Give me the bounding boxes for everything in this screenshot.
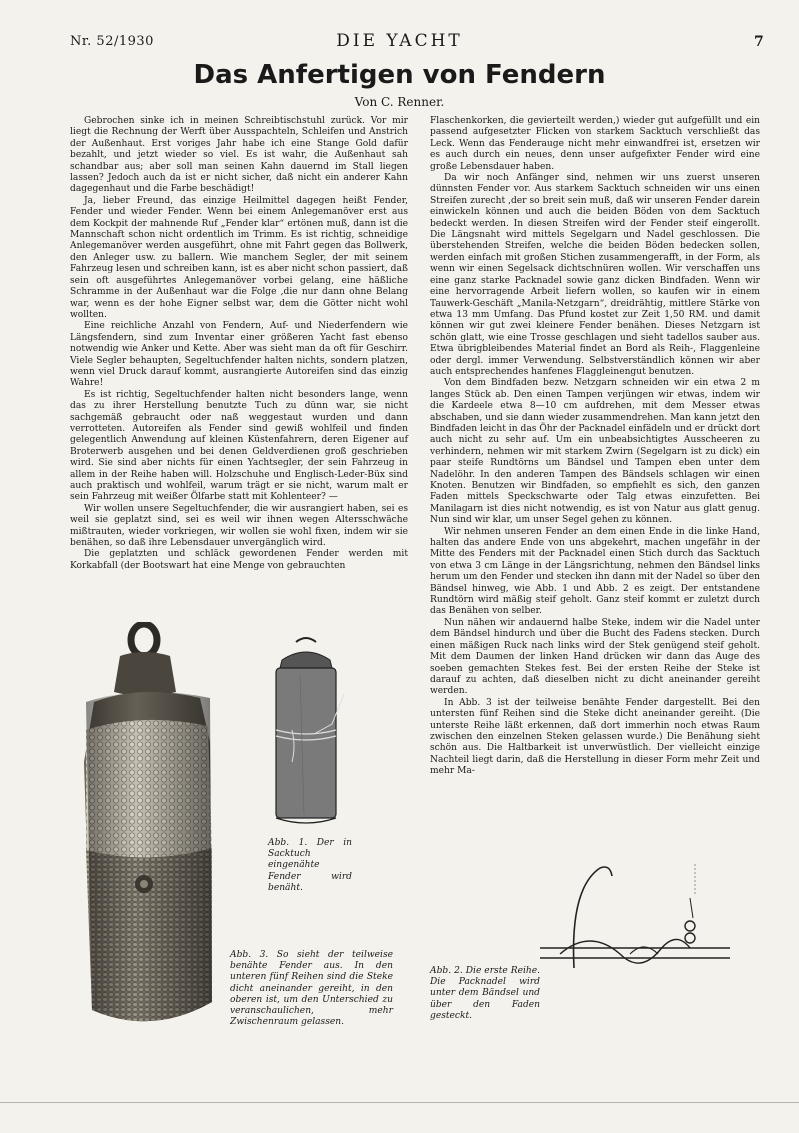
article-title: Das Anfertigen von Fendern <box>193 60 606 90</box>
right-column <box>430 116 760 778</box>
paragraph: Ja, lieber Freund, das einzige Heilmittel dagegen heißt Fender, Fender und wieder Fender. Wenn bei einem Anlegemanöver erst aus dem Kockpit der mahnende Ruf „Fender klar“ ertönen muß, dann ist die Mannschaft schon nicht ordentlich im Trimm. Es ist richtig, schneidige Anlegemanöver werden ausgeführt, ohne mit Fahrt gegen das Bollwerk, den Anleger usw. zu ballern. Wie manchem Segler, der mit seinem Fahrzeug lesen und schreiben kann, ist es aber nicht schon passiert, daß sein oft ausgeführtes Anlegemanöver vorbei gelang, eine häßliche Schramme in der Außenhaut war die Folge ,die nur dann ohne Belang war, wenn es der hohe Eigner selbst war, dem die Götter nicht wohl wollten. <box>70 195 408 320</box>
article-author: Von C. Renner. <box>354 95 445 109</box>
figure-2-caption: Abb. 2. Die erste Reihe. Die Packnadel wird unter dem Bändsel und über den Faden gesteckt. <box>430 966 540 1021</box>
fender-sketch-figure <box>262 634 350 830</box>
issue-number: Nr. 52/1930 <box>70 34 154 49</box>
figure-1-caption: Abb. 1. Der in Sacktuch eingenähte Fender wird benäht. <box>268 838 352 893</box>
paragraph: Wir nehmen unseren Fender an dem einen Ende in die linke Hand, halten das andere Ende von uns abgekehrt, machen ungefähr in der Mitte des Fenders mit der Packnadel einen Stich durch das Sacktuch von etwa 3 cm Länge in der Längsrichtung, nehmen den Bändsel links herum um den Fender und stecken ihn dann mit der Nadel so über den Bändsel hinweg, wie Abb. 1 und Abb. 2 es zeigt. Der entstandene Rundtörn wird mäßig steif geholt. Ganz steif kommt er zuletzt durch das Benähen von selber. <box>430 526 760 617</box>
stitch-sketch-figure <box>530 858 735 978</box>
left-column <box>70 116 408 572</box>
paragraph: Von dem Bindfaden bezw. Netzgarn schneiden wir ein etwa 2 m langes Stück ab. Den einen Tampen verjüngen wir etwas, indem wir die Kardeele etwa 8—10 cm aufdrehen, mit dem Messer etwas abschaben, und sie dann wieder zusammendrehen. Man kann jetzt den Bindfaden leicht in das Öhr der Packnadel einfädeln und er drückt dort auch nicht zu sehr auf. Um ein unbeabsichtigtes Ausscheeren zu verhindern, nehmen wir mit starkem Zwirn (Segelgarn ist zu dick) ein paar steife Rundtörns um Bändsel und Tampen eben unter dem Nadelöhr. In den anderen Tampen des Bändsels schlagen wir einen Knoten. Benutzen wir Bindfaden, so empfiehlt es sich, den ganzen Faden mittels Speckschwarte oder Talg etwas einzufetten. Bei Manilagarn ist dies nicht notwendig, es ist von Natur aus glatt genug. Nun sind wir klar, um unser Segel gehen zu können. <box>430 378 760 526</box>
paragraph: Nun nähen wir andauernd halbe Steke, indem wir die Nadel unter dem Bändsel hindurch und über die Bucht des Fadens stecken. Durch einen mäßigen Ruck nach links wird der Stek genügend steif geholt. Mit dem Daumen der linken Hand drücken wir dann das Auge des soeben gemachten Stekes fest. Bei der ersten Reihe der Steke ist darauf zu achten, daß dieselben nicht zu dicht aneinander gereiht werden. <box>430 617 760 697</box>
paragraph: Da wir noch Anfänger sind, nehmen wir uns zuerst unseren dünnsten Fender vor. Aus starkem Sacktuch schneiden wir uns einen Streifen zurecht ,der so breit sein muß, daß wir unseren Fender darein einwickeln können und auch die beiden Böden von dem Sacktuch bedeckt werden. In diesen Streifen wird der Fender steif eingerollt. Die Längsnaht wird mittels Segelgarn und Nadel geschlossen. Die überstehenden Streifen, welche die beiden Böden bedecken sollen, werden einfach mit großen Stichen zusammengerafft, in der Form, als wenn wir einen Segelsack dichtschnüren wollen. Wir verschaffen uns eine ganz starke Packnadel sowie ganz dicken Bindfaden. Wenn wir eine hervorragende Arbeit liefern wollen, so kaufen wir in einem Tauwerk-Geschäft „Manila-Netzgarn“, dreidrähtig, mittlere Stärke von etwa 13 mm Umfang. Das Pfund kostet zur Zeit 1,50 RM. und damit können wir gut zwei kleinere Fender benähen. Dieses Netzgarn ist schön glatt, wie eine Trosse geschlagen und sieht tadellos sauber aus. Etwa übrigbleibendes Material findet an Bord als Reih-, Flaggenleine oder dergl. immer Verwendung. Selbstverständlich können wir aber auch entsprechendes hanfenes Flaggleinengut benutzen. <box>430 173 760 377</box>
fender-photo-figure <box>72 622 230 1052</box>
page-bottom-rule <box>0 1102 799 1103</box>
page-number: 7 <box>754 34 764 50</box>
paragraph: Eine reichliche Anzahl von Fendern, Auf- und Niederfendern wie Längsfendern, sind zum Inventar einer größeren Yacht fast ebenso notwendig wie Anker und Kette. Aber was sieht man da oft für Geschirr. Viele Segler behaupten, Segeltuchfender halten nichts, sondern platzen, wenn viel Druck darauf kommt, ausrangierte Autoreifen sind das einzig Wahre! <box>70 321 408 389</box>
paragraph: Wir wollen unsere Segeltuchfender, die wir ausrangiert haben, sei es weil sie geplatzt sind, sei es weil wir ihnen wegen Altersschwäche mißtrauten, wieder vorkriegen, wir wollen sie wohl fixen, indem wir sie benähen, so daß ihre Lebensdauer unvergänglich wird. <box>70 503 408 549</box>
paragraph: Gebrochen sinke ich in meinen Schreibtischstuhl zurück. Vor mir liegt die Rechnung der Werft über Ausspachteln, Schleifen und Anstrich der Außenhaut. Erst voriges Jahr habe ich eine Stange Gold dafür bezahlt, und jetzt wieder so viel. Es ist wahr, die Außenhaut sah schandbar aus; aber soll man seinen Kahn dauernd im Stall liegen lassen? Jedoch auch da ist er nicht sicher, daß nicht ein anderer Kahn dagegenhaut und die Farbe beschädigt! <box>70 116 408 195</box>
paragraph: Es ist richtig, Segeltuchfender halten nicht besonders lange, wenn das zu ihrer Herstellung benutzte Tuch zu dünn war, sie nicht sachgemäß gebraucht oder naß weggestaut wurden und dann verrotteten. Autoreifen als Fender sind gewiß wohlfeil und finden gelegentlich Anwendung auf kleinen Küstenfahrern, deren Eigener auf Broterwerb ausgehen und bei denen Geldverdienen groß geschrieben wird. Sie sind aber nichts für einen Yachtsegler, der sein Fahrzeug in allem in der Reihe haben will. Holzschuhe und Englisch-Leder-Büx sind auch praktisch und wohlfeil, warum trägt er sie nicht, warum malt er sein Fahrzeug mit weißer Ölfarbe statt mit Kohlenteer? — <box>70 389 408 503</box>
magazine-name: DIE YACHT <box>336 31 463 51</box>
paragraph: Die geplatzten und schläck gewordenen Fender werden mit Korkabfall (der Bootswart hat eine Menge von gebrauchten <box>70 549 408 571</box>
paragraph: In Abb. 3 ist der teilweise benähte Fender dargestellt. Bei den untersten fünf Reihen sind die Steke dicht aneinander gereiht. (Die unterste Reihe läßt erkennen, daß dort immerhin noch etwas Raum zwischen den einzelnen Steken gelassen wurde.) Die Benähung sieht schön aus. Die Haltbarkeit ist unverwüstlich. Der vielleicht einzige Nachteil liegt darin, daß die Herstellung in dieser Form mehr Zeit und mehr Ma- <box>430 697 760 777</box>
figure-3-caption: Abb. 3. So sieht der teilweise benähte Fender aus. In den unteren fünf Reihen sind die Steke dicht aneinander gereiht, in den oberen ist, um den Unterschied zu veranschaulichen, mehr Zwischenraum gelassen. <box>230 950 393 1028</box>
paragraph: Flaschenkorken, die gevierteilt werden,) wieder gut aufgefüllt und ein passend aufgesetzter Flicken von starkem Sacktuch verschließt das Leck. Wenn das Fenderauge nicht mehr einwandfrei ist, ersetzen wir es auch durch ein neues, denn unser aufgefixter Fender wird eine große Lebensdauer haben. <box>430 116 760 172</box>
